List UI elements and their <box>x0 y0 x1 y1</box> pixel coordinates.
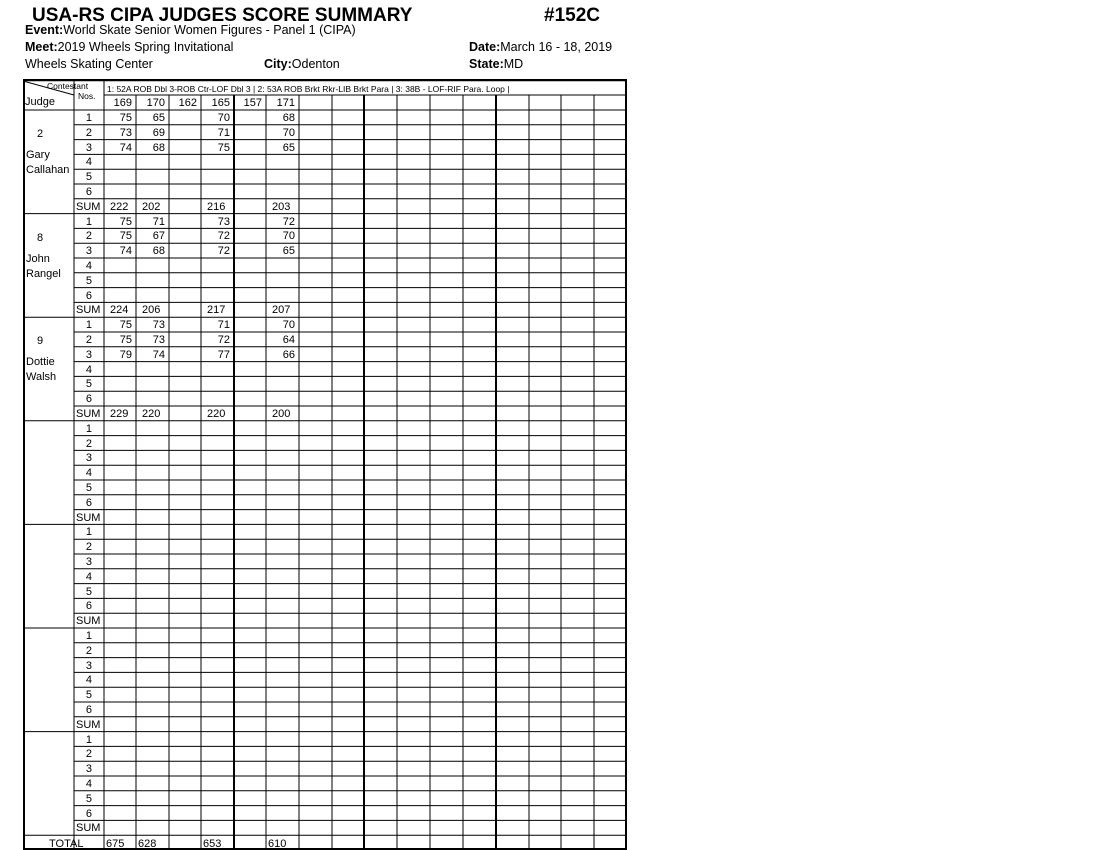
sum-cell: 203 <box>272 200 291 213</box>
event-label: Event: <box>25 23 64 37</box>
row-number-label: 3 <box>85 763 92 776</box>
city-value: Odenton <box>291 57 340 71</box>
sum-cell: 222 <box>110 200 129 213</box>
form-code: #152C <box>544 5 600 26</box>
score-cell: 71 <box>217 126 230 139</box>
row-number-label: 1 <box>85 630 92 642</box>
date-value: March 16 - 18, 2019 <box>500 40 613 54</box>
score-cell: 73 <box>152 334 165 346</box>
score-cell: 68 <box>282 112 295 124</box>
event-value: World Skate Senior Women Figures - Panel 1 (CIPA) <box>63 23 356 37</box>
row-number-label: 4 <box>85 674 92 687</box>
judge-last-name: Callahan <box>26 164 70 176</box>
judge-last-name: Walsh <box>26 371 57 384</box>
score-cell: 74 <box>119 245 132 258</box>
score-cell: 70 <box>217 112 230 124</box>
score-cell: 70 <box>282 319 295 332</box>
score-cell: 68 <box>152 141 165 154</box>
row-number-label: 4 <box>85 363 92 376</box>
sum-row-label: SUM <box>76 200 101 213</box>
row-number-label: 6 <box>85 289 92 302</box>
date-line <box>469 40 612 54</box>
score-cell: 70 <box>282 126 295 139</box>
score-cell: 79 <box>119 348 132 361</box>
row-number-label: 5 <box>85 171 92 184</box>
score-cell: 73 <box>217 215 230 228</box>
contestant-number: 157 <box>243 97 262 109</box>
sum-cell: 200 <box>272 408 291 420</box>
score-cell: 75 <box>119 334 132 346</box>
row-number-label: 3 <box>85 659 92 672</box>
score-cell: 73 <box>119 126 132 139</box>
row-number-label: 5 <box>85 482 92 494</box>
row-number-label: 1 <box>85 733 92 746</box>
sum-row-label: SUM <box>76 822 101 835</box>
score-cell: 72 <box>282 215 295 228</box>
corner-contestant-label: Contestant <box>47 81 89 91</box>
score-cell: 64 <box>282 334 295 346</box>
row-number-label: 2 <box>85 541 92 554</box>
sum-row-label: SUM <box>76 615 101 628</box>
score-cell: 66 <box>282 348 295 361</box>
contestant-number: 170 <box>146 97 165 109</box>
date-label: Date: <box>469 40 501 54</box>
sum-row-label: SUM <box>76 718 101 731</box>
row-number-label: 1 <box>85 215 92 228</box>
city-line <box>264 57 340 71</box>
total-cell: 610 <box>268 838 287 850</box>
row-number-label: 2 <box>85 748 92 761</box>
judge-last-name: Rangel <box>26 267 61 280</box>
contestant-number: 162 <box>178 97 197 109</box>
score-cell: 71 <box>217 319 230 332</box>
event-line <box>25 23 356 37</box>
judge-first-name: John <box>26 252 50 265</box>
total-cell: 628 <box>138 838 157 850</box>
city-label: City: <box>264 57 292 71</box>
score-cell: 75 <box>119 215 132 228</box>
state-label: State: <box>469 57 504 71</box>
contestant-number: 171 <box>276 97 295 109</box>
judge-number: 2 <box>37 128 44 140</box>
score-cell: 75 <box>217 141 230 154</box>
score-cell: 74 <box>119 141 132 154</box>
row-number-label: 4 <box>85 570 92 583</box>
row-number-label: 3 <box>85 452 92 465</box>
sum-cell: 220 <box>142 408 161 420</box>
score-cell: 65 <box>282 141 295 154</box>
total-cell: 675 <box>106 838 125 850</box>
row-number-label: 6 <box>85 807 92 820</box>
total-row-label: TOTAL <box>49 838 84 850</box>
row-number-label: 4 <box>85 156 92 169</box>
row-number-label: 4 <box>85 260 92 272</box>
state-line <box>469 57 523 71</box>
row-number-label: 6 <box>85 496 92 509</box>
row-number-label: 5 <box>85 378 92 391</box>
sum-cell: 217 <box>207 304 226 317</box>
judge-number: 8 <box>37 231 44 244</box>
score-cell: 75 <box>119 230 132 243</box>
score-cell: 68 <box>152 245 165 258</box>
contestant-number: 165 <box>211 97 230 109</box>
row-number-label: 2 <box>85 437 92 450</box>
row-number-label: 1 <box>85 526 92 539</box>
corner-judge-label: Judge <box>25 96 55 108</box>
sum-cell: 206 <box>142 304 161 317</box>
score-cell: 75 <box>119 112 132 124</box>
sum-row-label: SUM <box>76 511 101 524</box>
row-number-label: 5 <box>85 792 92 805</box>
row-number-label: 6 <box>85 600 92 613</box>
score-cell: 70 <box>282 230 295 243</box>
score-cell: 74 <box>152 348 165 361</box>
score-cell: 77 <box>217 348 230 361</box>
corner-nos-label: Nos. <box>78 91 96 101</box>
judge-number: 9 <box>37 335 44 348</box>
judge-first-name: Dottie <box>26 356 55 369</box>
rink-name: Wheels Skating Center <box>25 57 153 71</box>
score-cell: 73 <box>152 319 165 332</box>
score-cell: 65 <box>152 112 165 124</box>
sum-row-label: SUM <box>76 304 101 317</box>
row-number-label: 4 <box>85 467 92 480</box>
page-title: USA-RS CIPA JUDGES SCORE SUMMARY <box>32 5 413 26</box>
row-number-label: 2 <box>85 126 92 139</box>
row-number-label: 6 <box>85 393 92 406</box>
row-number-label: 6 <box>85 704 92 716</box>
sum-cell: 207 <box>272 304 291 317</box>
figures-description: 1: 52A ROB Dbl 3-ROB Ctr-LOF Dbl 3 | 2: 53A ROB Brkt Rkr-LIB Brkt Para | 3: 38B - LOF-RIF Para. Loop | <box>107 84 510 94</box>
meet-label: Meet: <box>25 40 58 54</box>
score-cell: 72 <box>217 334 230 346</box>
sum-cell: 220 <box>207 408 226 420</box>
sum-row-label: SUM <box>76 408 101 420</box>
row-number-label: 3 <box>85 348 92 361</box>
sum-cell: 229 <box>110 408 129 420</box>
row-number-label: 6 <box>85 186 92 198</box>
contestant-number: 169 <box>113 97 132 109</box>
meet-value: 2019 Wheels Spring Invitational <box>57 40 234 54</box>
score-cell: 72 <box>217 245 230 258</box>
meet-line <box>25 40 233 54</box>
row-number-label: 3 <box>85 141 92 154</box>
score-sheet <box>23 79 627 850</box>
row-number-label: 3 <box>85 245 92 258</box>
row-number-label: 3 <box>85 556 92 568</box>
score-cell: 71 <box>152 215 165 228</box>
row-number-label: 1 <box>85 319 92 332</box>
score-cell: 69 <box>152 126 165 139</box>
row-number-label: 2 <box>85 644 92 657</box>
total-cell: 653 <box>203 838 222 850</box>
row-number-label: 5 <box>85 585 92 598</box>
row-number-label: 1 <box>85 112 92 124</box>
row-number-label: 1 <box>85 422 92 435</box>
sum-cell: 202 <box>142 200 161 213</box>
row-number-label: 5 <box>85 274 92 287</box>
row-number-label: 4 <box>85 778 92 790</box>
score-cell: 72 <box>217 230 230 243</box>
state-value: MD <box>503 57 524 71</box>
judge-first-name: Gary <box>26 149 50 161</box>
sum-cell: 216 <box>207 200 226 213</box>
row-number-label: 2 <box>85 334 92 346</box>
score-grid-lines <box>23 79 627 850</box>
sum-cell: 224 <box>110 304 129 317</box>
score-cell: 67 <box>152 230 165 243</box>
score-cell: 75 <box>119 319 132 332</box>
row-number-label: 5 <box>85 689 92 702</box>
row-number-label: 2 <box>85 230 92 243</box>
score-cell: 65 <box>282 245 295 258</box>
